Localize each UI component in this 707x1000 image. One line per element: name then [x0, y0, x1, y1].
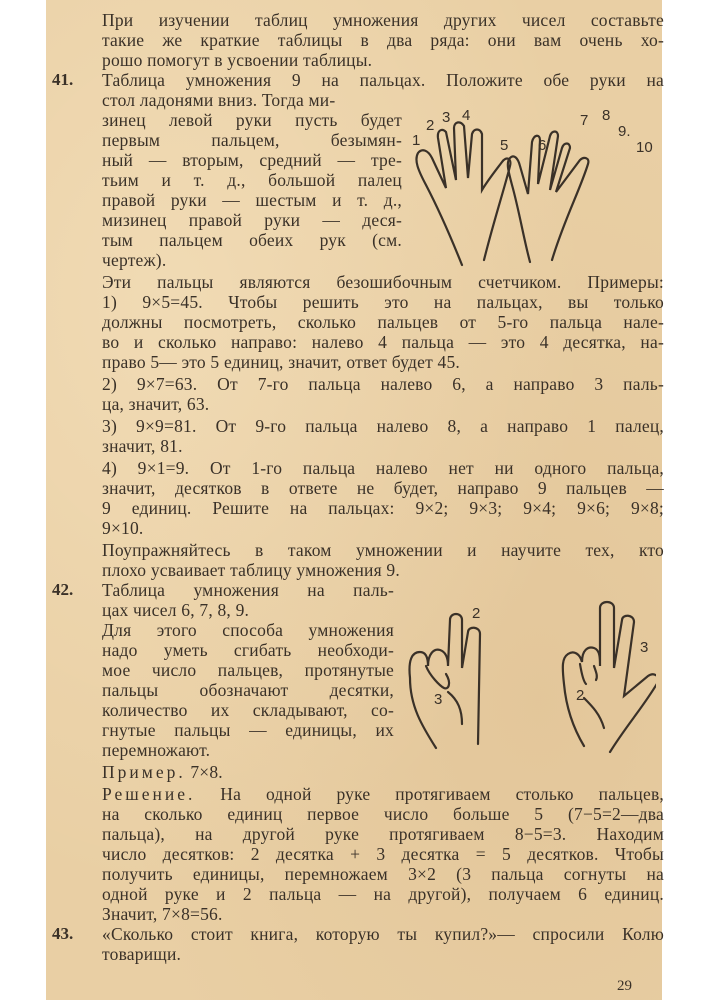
text-line: 9 единиц. Решите на пальцах: 9×2; 9×3; 9×4; 9×6; 9×8;	[102, 498, 664, 518]
text-line: ный — вторым, средний — тре-	[102, 150, 402, 170]
text-line: тым пальцем обеих рук (см.	[102, 230, 402, 250]
finger-label: 7	[580, 112, 589, 129]
text-line: товарищи.	[102, 944, 182, 964]
text-line: пальцы обозначают десятки,	[102, 680, 394, 700]
text-line: мое число пальцев, протянутые	[102, 660, 394, 680]
text-line: количество их складывают, со-	[102, 700, 394, 720]
text-line: стол ладонями вниз. Тогда ми-	[102, 90, 336, 110]
text-line: значит, 81.	[102, 436, 183, 456]
finger-label: 3	[442, 109, 451, 126]
finger-label: 2	[576, 687, 585, 704]
bent-fingers-figure	[396, 596, 656, 776]
text-line: число десятков: 2 десятка + 3 десятка = 5 десятков. Чтобы	[102, 844, 664, 864]
example-label: Пример.	[102, 762, 186, 782]
text-line: плохо усваивает таблицу умножения 9.	[102, 560, 400, 580]
text-line: такие же краткие таблицы в два ряда: они вам очень хо-	[102, 30, 664, 50]
text-line: тьим и т. д., большой палец	[102, 170, 402, 190]
finger-label: 8	[602, 107, 611, 124]
text-line: во и сколько направо: налево 4 пальца — это 4 десятка, на-	[102, 332, 664, 352]
text-line: При изучении таблиц умножения других чисел составьте	[102, 10, 664, 30]
example-value: 7×8.	[190, 762, 223, 782]
problem-number: 41.	[52, 70, 74, 89]
text-line: гнутые пальцы — единицы, их	[102, 720, 394, 740]
text-line: 1) 9×5=45. Чтобы решить это на пальцах, вы только	[102, 292, 664, 312]
text-line: 2) 9×7=63. От 7-го пальца налево 6, а направо 3 паль-	[102, 374, 664, 394]
text-line: Поупражняйтесь в таком умножении и научите тех, кто	[102, 540, 664, 560]
text-line: правой руки — шестым и т. д.,	[102, 190, 402, 210]
left-hand-bent-outline	[409, 614, 480, 748]
problem-number: 42.	[52, 580, 74, 599]
text-line: значит, десятков в ответе не будет, направо 9 пальцев —	[102, 478, 664, 498]
finger-label: 5	[500, 137, 509, 154]
text-line: на сколько единиц первое число больше 5 (7−5=2—два	[102, 804, 664, 824]
text-line: право 5— это 5 единиц, значит, ответ будет 45.	[102, 352, 460, 372]
right-hand-outline	[508, 132, 589, 263]
finger-label: 9.	[618, 123, 631, 140]
text-line: 4) 9×1=9. От 1-го пальца налево нет ни одного пальца,	[102, 458, 664, 478]
text-line: 3) 9×9=81. От 9-го пальца налево 8, а направо 1 палец,	[102, 416, 664, 436]
text-line: «Сколько стоит книга, которую ты купил?»— спросили Колю	[102, 924, 664, 944]
text-line: Таблица умножения на паль-	[102, 580, 394, 600]
right-hand-bent-outline	[563, 602, 656, 752]
text-line: мизинец правой руки — деся-	[102, 210, 402, 230]
solution-label: Решение.	[102, 784, 196, 804]
text-line: ца, значит, 63.	[102, 394, 210, 414]
text-line: получить единицы, перемножаем 3×2 (3 пальца согнуты на	[102, 864, 664, 884]
left-hand-palm-line	[448, 692, 462, 724]
text-line: одной руке и 2 пальца — на другой), получаем 6 единиц.	[102, 884, 664, 904]
text-line: зинец левой руки пусть будет	[102, 110, 402, 130]
page-number: 29	[617, 978, 632, 994]
example-line	[102, 762, 223, 782]
finger-label: 1	[412, 132, 421, 149]
right-hand-bent-fold	[580, 664, 597, 684]
text-line: рошо помогут в усвоении таблицы.	[102, 50, 373, 70]
two-hands-figure	[404, 100, 664, 270]
problem-number: 43.	[52, 924, 74, 943]
text-line: пальца), на другой руке протягиваем 8−5=3. Находим	[102, 824, 664, 844]
left-hand-bent-fold	[426, 666, 449, 688]
finger-label: 3	[640, 639, 649, 656]
solution-line: Решение. На одной руке протягиваем столько пальцев,	[102, 784, 664, 804]
text-line: цах чисел 6, 7, 8, 9.	[102, 600, 250, 620]
left-hand-outline	[416, 122, 510, 265]
book-page	[46, 0, 662, 1000]
text-line: чертеж).	[102, 250, 167, 270]
text-line: Значит, 7×8=56.	[102, 904, 223, 924]
text-line: перемножают.	[102, 740, 211, 760]
finger-label: 10	[636, 139, 653, 156]
text-line: Для этого способа умножения	[102, 620, 394, 640]
text-line: 9×10.	[102, 518, 144, 538]
text-line: Таблица умножения 9 на пальцах. Положите обе руки на	[102, 70, 664, 90]
finger-label: 2	[426, 117, 435, 134]
finger-label: 3	[434, 691, 443, 708]
finger-label: 2	[472, 605, 481, 622]
text-line: надо уметь сгибать необходи-	[102, 640, 394, 660]
right-hand-palm-line	[584, 698, 604, 728]
text-line: должны посмотреть, сколько пальцев от 5-го пальца нале-	[102, 312, 664, 332]
finger-label: 4	[462, 107, 471, 124]
text-line: первым пальцем, безымян-	[102, 130, 402, 150]
text-line: Эти пальцы являются безошибочным счетчиком. Примеры:	[102, 272, 664, 292]
finger-label: 6	[538, 137, 547, 154]
